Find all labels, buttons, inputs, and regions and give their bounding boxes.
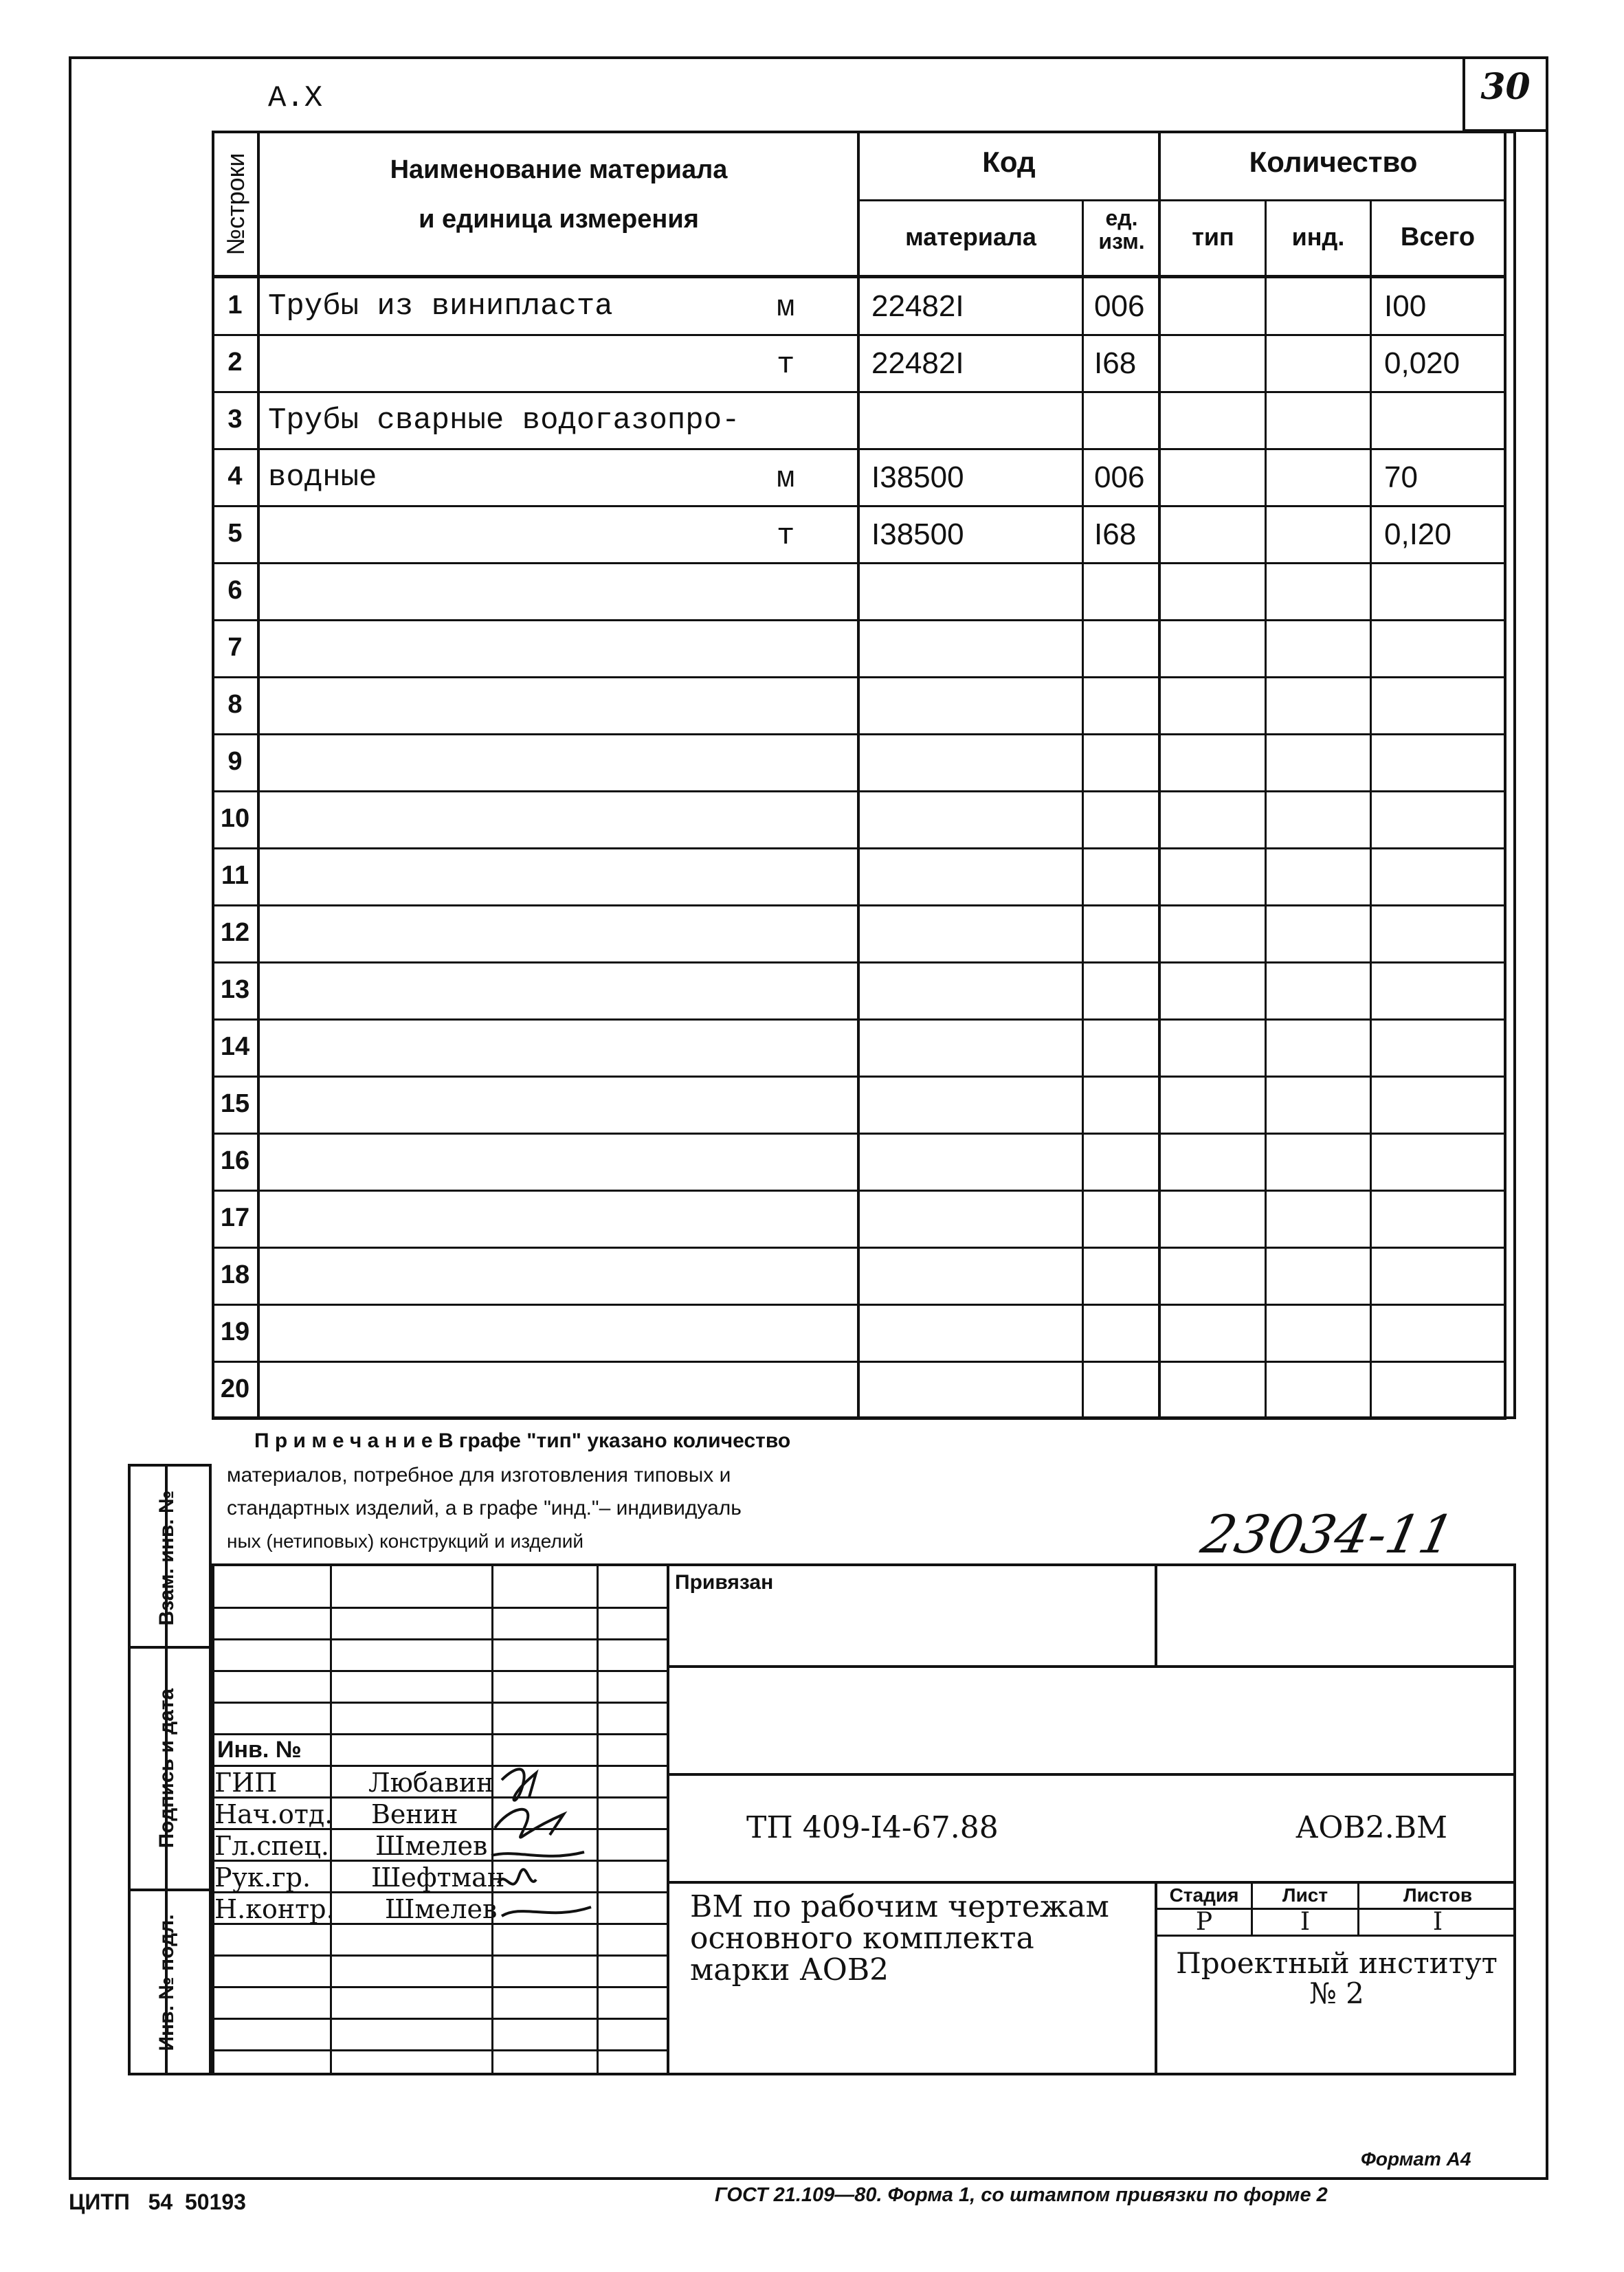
staff-name-5: Шмелев <box>385 1894 498 1924</box>
row-number: 9 <box>227 747 243 776</box>
note-line-2: материалов, потребное для изготовления типовых и <box>227 1464 731 1486</box>
row-unit: т <box>777 348 795 382</box>
row-number: 5 <box>227 519 243 548</box>
staff-name-4: Шефтман <box>371 1862 505 1893</box>
row-qty-total: 0,I20 <box>1384 517 1451 551</box>
sheets-value: I <box>1432 1908 1443 1936</box>
note-line-3: стандартных изделий, а в графе "инд."– индивидуаль <box>227 1497 742 1519</box>
inv-no-label: Инв. № <box>217 1737 302 1763</box>
row-name: водные <box>268 460 377 495</box>
staff-role-5: Н.контр. <box>214 1894 335 1924</box>
privyazan-label: Привязан <box>675 1571 774 1594</box>
row-number: 17 <box>220 1203 250 1232</box>
staff-role-1: ГИП <box>214 1768 278 1798</box>
note-line-4: ных (нетиповых) конструкций и изделий <box>227 1530 584 1552</box>
row-number: 3 <box>227 405 243 434</box>
org-line2: № 2 <box>1309 1976 1364 2010</box>
sheet-value: I <box>1300 1908 1311 1936</box>
row-number: 18 <box>220 1260 250 1289</box>
side-label-inv-podl: Инв. № подл. <box>155 1914 178 2051</box>
row-number: 8 <box>227 690 243 719</box>
row-unit-code: I68 <box>1094 517 1137 551</box>
signatures <box>488 1759 619 1931</box>
row-qty-total: 70 <box>1384 460 1418 494</box>
staff-role-3: Гл.спец. <box>214 1831 329 1861</box>
row-unit-code: 006 <box>1094 289 1145 323</box>
col-code-material-header: материала <box>905 223 1036 251</box>
col-name-header-line1: Наименование материала <box>390 155 728 184</box>
project-code: ТП 409-I4-67.88 <box>746 1810 999 1845</box>
doc-code: АОВ2.ВМ <box>1295 1810 1448 1845</box>
footer-right: ГОСТ 21.109—80. Форма 1, со штампом привязки по форме 2 <box>715 2184 1328 2206</box>
page-number: 30 <box>1480 66 1531 108</box>
sheets-label: Листов <box>1403 1884 1473 1906</box>
col-qty-total-header: Всего <box>1400 223 1476 252</box>
row-name: Трубы из винипласта <box>268 289 613 324</box>
row-number: 7 <box>227 633 243 662</box>
stage-label: Стадия <box>1169 1884 1239 1906</box>
row-unit: т <box>777 519 795 553</box>
row-number: 12 <box>220 918 250 947</box>
row-number: 4 <box>227 462 243 491</box>
col-code-header: Код <box>982 146 1036 178</box>
row-number: 6 <box>227 576 243 605</box>
stage-value: Р <box>1195 1908 1213 1936</box>
doc-title-line2: основного комплекта <box>690 1921 1034 1956</box>
row-number: 14 <box>220 1032 250 1061</box>
row-number: 20 <box>220 1374 250 1403</box>
side-label-podpis: Подпись и дата <box>155 1688 178 1849</box>
staff-role-2: Нач.отд. <box>214 1799 333 1829</box>
row-material-code: 22482I <box>871 346 964 380</box>
row-number: 19 <box>220 1317 250 1346</box>
row-unit-code: 006 <box>1094 460 1145 494</box>
col-code-unit-header: ед. изм. <box>1098 205 1145 254</box>
format-label: Формат А4 <box>1361 2148 1471 2170</box>
row-qty-total: 0,020 <box>1384 346 1460 380</box>
org-line1: Проектный институт <box>1176 1946 1498 1980</box>
row-unit-code: I68 <box>1094 346 1137 380</box>
row-number: 13 <box>220 975 250 1004</box>
staff-name-3: Шмелев <box>375 1831 488 1861</box>
staff-name-1: Любавин <box>368 1768 494 1798</box>
sheet-label: Лист <box>1282 1884 1328 1906</box>
row-material-code: I38500 <box>871 517 964 551</box>
col-qty-type-header: тип <box>1192 223 1234 251</box>
col-name-header-line2: и единица измерения <box>419 205 699 234</box>
col-qty-ind-header: инд. <box>1291 223 1345 251</box>
row-name: Трубы сварные водогазопро- <box>268 403 740 438</box>
doc-title-line3: марки АОВ2 <box>690 1952 889 1987</box>
main-table <box>212 131 1516 1419</box>
staff-name-2: Венин <box>371 1799 458 1829</box>
row-number: 2 <box>227 348 243 377</box>
row-number: 10 <box>220 804 250 833</box>
row-unit: м <box>777 291 795 325</box>
handwritten-number: 23034-11 <box>1196 1504 1460 1565</box>
row-material-code: I38500 <box>871 460 964 494</box>
staff-role-4: Рук.гр. <box>214 1862 311 1893</box>
row-number: 16 <box>220 1146 250 1175</box>
row-number: 11 <box>221 861 249 890</box>
row-unit: м <box>777 462 795 496</box>
row-number: 15 <box>220 1089 250 1118</box>
sheet-code: А.Х <box>268 81 323 115</box>
footer-left: ЦИТП 54 50193 <box>69 2190 246 2214</box>
col-qty-header: Количество <box>1249 146 1418 178</box>
doc-title-line1: ВМ по рабочим чертежам <box>690 1889 1109 1924</box>
note-line-1: П р и м е ч а н и е В графе "тип" указано количество <box>254 1429 791 1452</box>
col-rownum-header: №строки <box>221 153 249 256</box>
row-qty-total: I00 <box>1384 289 1427 323</box>
row-material-code: 22482I <box>871 289 964 323</box>
row-number: 1 <box>227 291 243 320</box>
side-label-vzam: Взам. инв. № <box>155 1490 178 1626</box>
